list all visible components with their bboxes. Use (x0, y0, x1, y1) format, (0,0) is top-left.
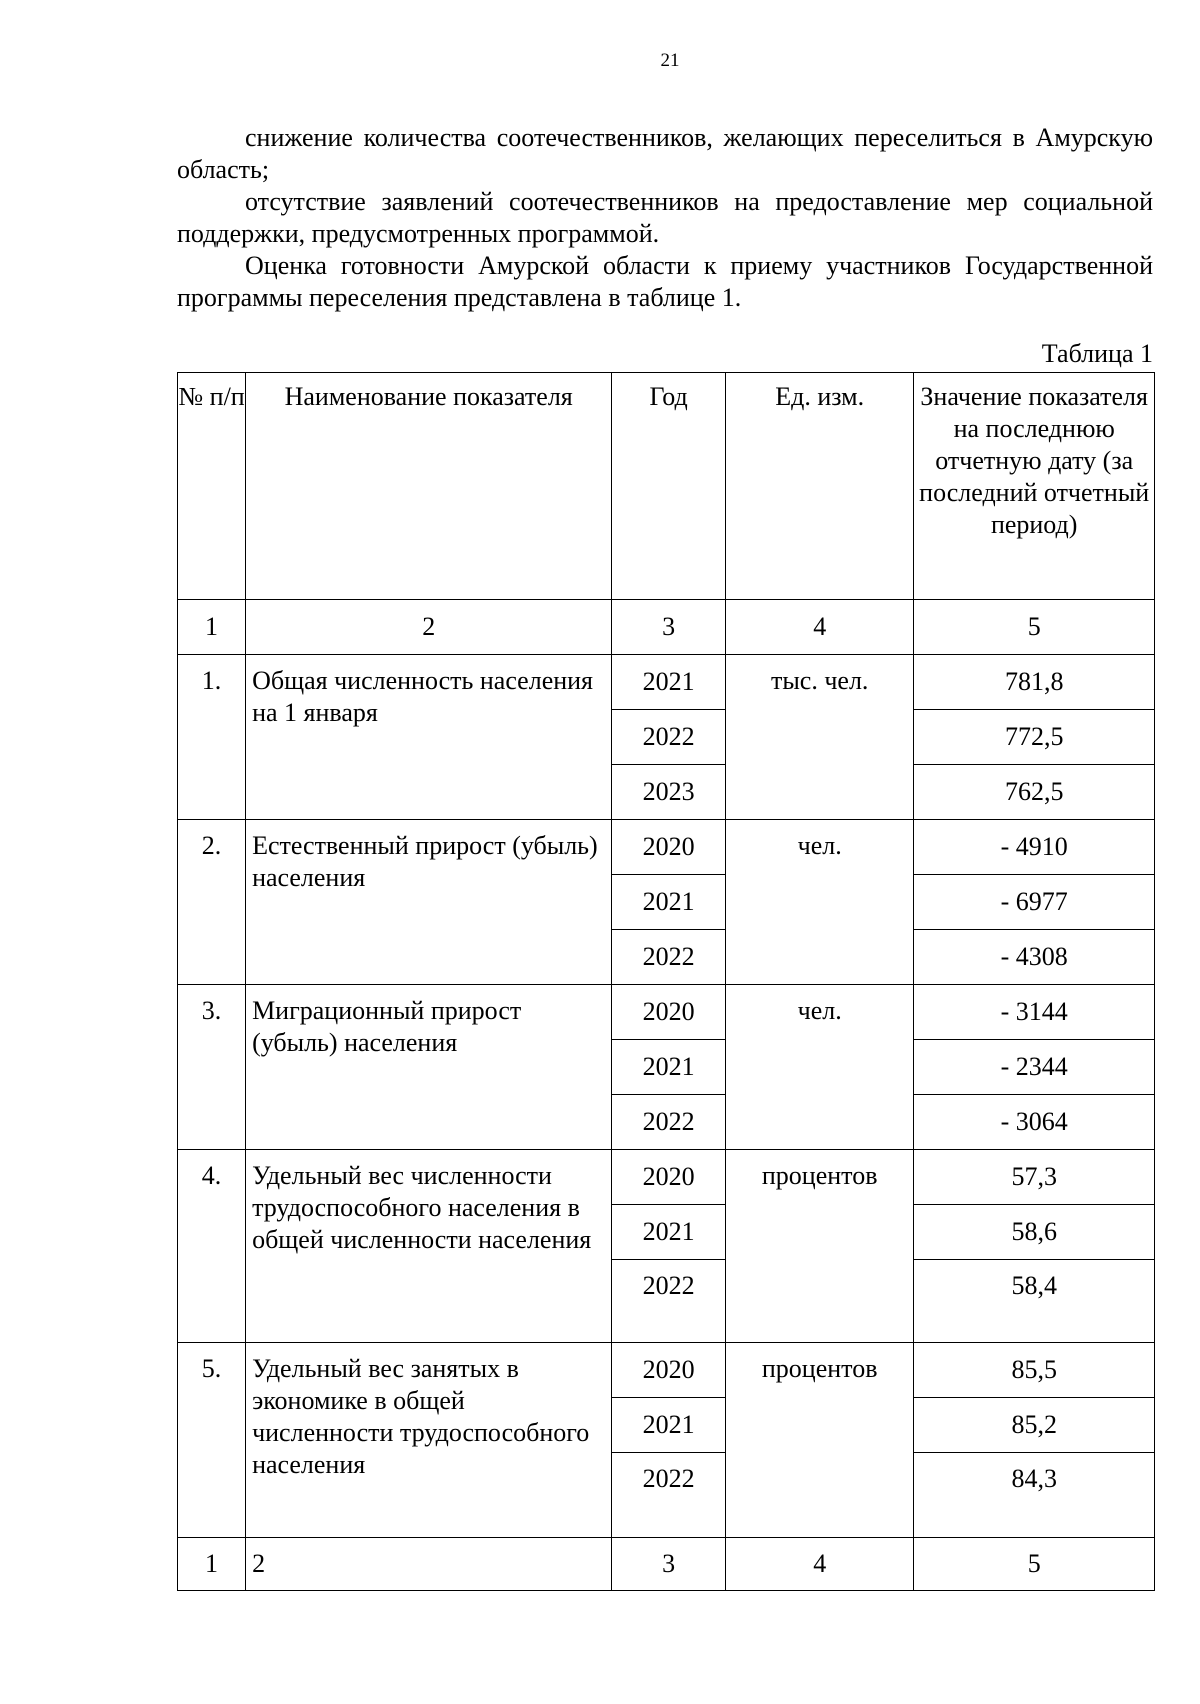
header-name: Наименование показателя (246, 373, 612, 600)
unit-cell: процентов (725, 1150, 913, 1343)
unit-cell: процентов (725, 1343, 913, 1538)
indicator-name-text: Общая численность населения на 1 января (252, 666, 594, 727)
column-index: 4 (725, 600, 913, 655)
header-year: Год (612, 373, 726, 600)
value-cell: 84,3 (914, 1453, 1155, 1538)
value-cell: 57,3 (914, 1150, 1155, 1205)
year-cell: 2021 (612, 1205, 726, 1260)
table-row (178, 1150, 1155, 1205)
year-cell: 2022 (612, 710, 726, 765)
column-index: 2 (246, 1538, 612, 1591)
column-index: 5 (914, 600, 1155, 655)
intro-paragraph: снижение количества соотечественников, желающих переселиться в Амурскую область; (177, 123, 1153, 184)
table-header-row (178, 373, 1155, 600)
column-index: 4 (725, 1538, 913, 1591)
indicator-name-text: Удельный вес численности трудоспособного населения в общей численности населения (252, 1161, 592, 1254)
indicator-name (246, 820, 612, 985)
page-number: 21 (660, 50, 680, 71)
year-cell: 2020 (612, 985, 726, 1040)
table-row (178, 655, 1155, 710)
value-cell: - 3144 (914, 985, 1155, 1040)
column-index: 1 (178, 600, 246, 655)
year-cell: 2020 (612, 820, 726, 875)
intro-paragraph: отсутствие заявлений соотечественников на предоставление мер социальной поддержки, предусмотренных программой. (177, 187, 1153, 248)
column-index: 3 (612, 600, 726, 655)
year-cell: 2022 (612, 1260, 726, 1343)
year-cell: 2022 (612, 930, 726, 985)
value-cell: - 4910 (914, 820, 1155, 875)
year-cell: 2022 (612, 1453, 726, 1538)
value-cell: - 4308 (914, 930, 1155, 985)
column-index-row (178, 600, 1155, 655)
year-cell: 2021 (612, 875, 726, 930)
indicator-name-text: Естественный прирост (убыль) населения (252, 831, 598, 892)
table-row (178, 1343, 1155, 1398)
column-index-row (178, 1538, 1155, 1591)
value-cell: 85,2 (914, 1398, 1155, 1453)
value-cell: 85,5 (914, 1343, 1155, 1398)
intro-paragraph: Оценка готовности Амурской области к приему участников Государственной программы переселения представлена в таблице 1. (177, 251, 1153, 312)
table-row (178, 985, 1155, 1040)
table-caption: Таблица 1 (1041, 339, 1153, 368)
year-cell: 2023 (612, 765, 726, 820)
year-cell: 2020 (612, 1150, 726, 1205)
value-cell: 772,5 (914, 710, 1155, 765)
column-index: 1 (178, 1538, 246, 1591)
value-cell: - 6977 (914, 875, 1155, 930)
unit-cell: чел. (725, 820, 913, 985)
indicators-table (177, 372, 1155, 1591)
indicator-name (246, 1150, 612, 1343)
indicator-name-text: Удельный вес занятых в экономике в общей численности трудоспособного населения (252, 1354, 590, 1479)
indicator-name (246, 985, 612, 1150)
row-number: 5. (178, 1343, 246, 1538)
column-index: 5 (914, 1538, 1155, 1591)
year-cell: 2021 (612, 655, 726, 710)
indicator-name (246, 1343, 612, 1538)
value-cell: 58,4 (914, 1260, 1155, 1343)
year-cell: 2020 (612, 1343, 726, 1398)
header-value: Значение показателя на последнюю отчетную дату (за последний отчетный период) (914, 373, 1155, 600)
table-row (178, 820, 1155, 875)
value-cell: - 3064 (914, 1095, 1155, 1150)
intro-text (177, 122, 1153, 314)
indicator-name (246, 655, 612, 820)
row-number: 2. (178, 820, 246, 985)
indicator-name-text: Миграционный прирост (убыль) населения (252, 996, 522, 1057)
row-number: 4. (178, 1150, 246, 1343)
year-cell: 2022 (612, 1095, 726, 1150)
value-cell: 781,8 (914, 655, 1155, 710)
header-unit: Ед. изм. (725, 373, 913, 600)
column-index: 3 (612, 1538, 726, 1591)
row-number: 3. (178, 985, 246, 1150)
value-cell: 762,5 (914, 765, 1155, 820)
year-cell: 2021 (612, 1398, 726, 1453)
unit-cell: тыс. чел. (725, 655, 913, 820)
year-cell: 2021 (612, 1040, 726, 1095)
unit-cell: чел. (725, 985, 913, 1150)
value-cell: - 2344 (914, 1040, 1155, 1095)
header-num: № п/п (178, 373, 246, 600)
row-number: 1. (178, 655, 246, 820)
column-index: 2 (246, 600, 612, 655)
value-cell: 58,6 (914, 1205, 1155, 1260)
